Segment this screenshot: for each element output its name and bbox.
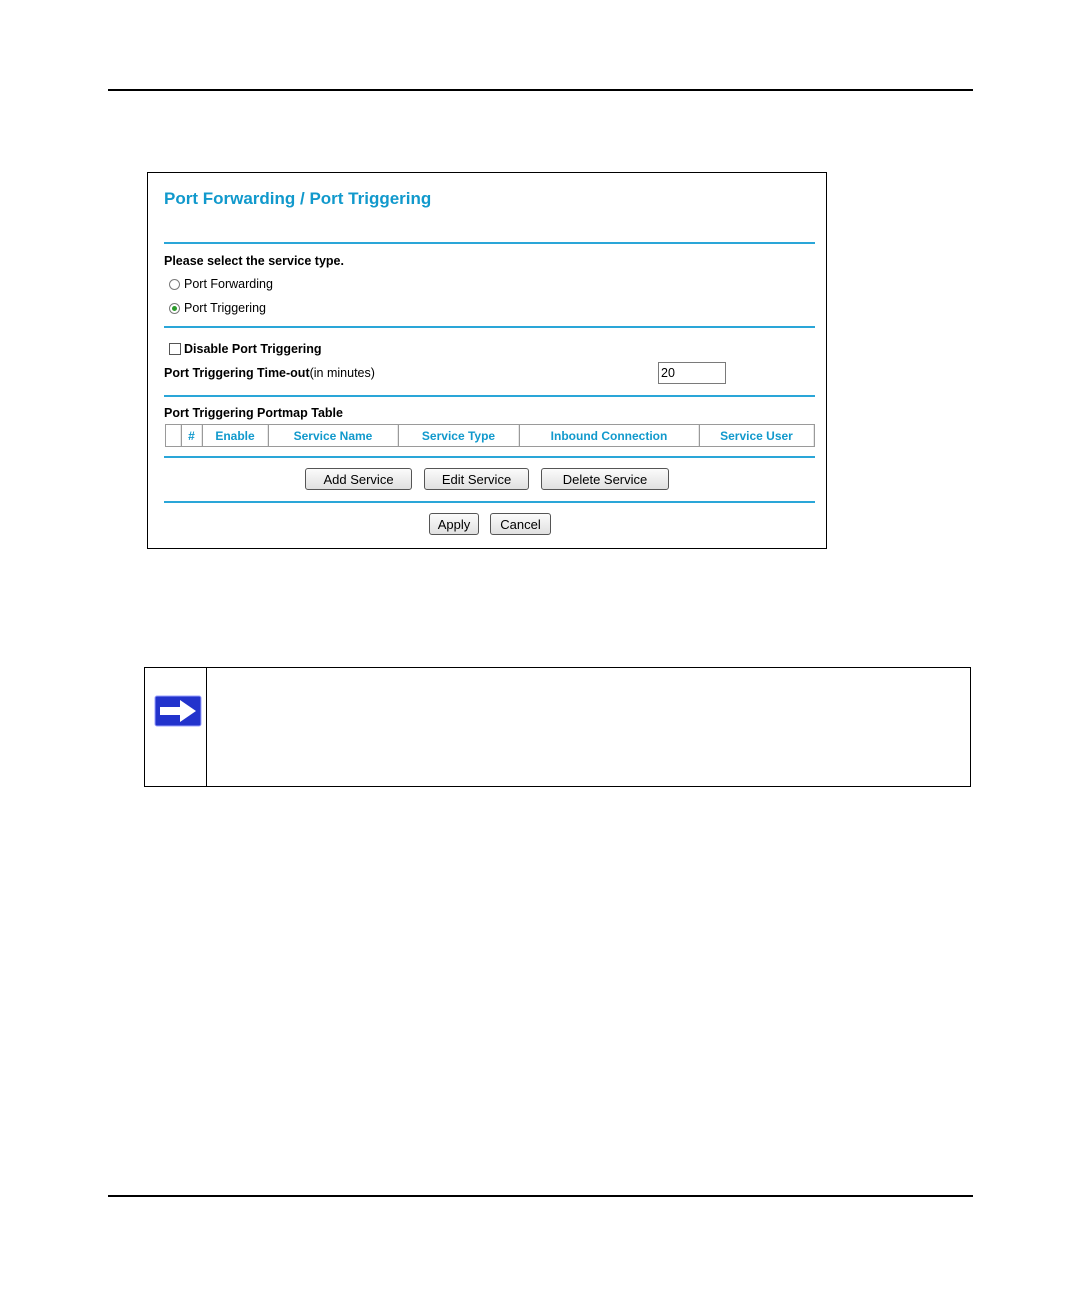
radio-button[interactable]	[169, 303, 180, 314]
separator	[164, 501, 815, 503]
note-divider	[206, 668, 207, 786]
footer-rule	[108, 1195, 973, 1197]
portmap-table-title: Port Triggering Portmap Table	[164, 406, 343, 420]
service-type-prompt: Please select the service type.	[164, 254, 344, 268]
radio-label: Port Triggering	[184, 301, 266, 315]
disable-port-triggering[interactable]	[169, 342, 322, 356]
arrow-right-icon	[154, 695, 202, 727]
header-rule	[108, 89, 973, 91]
radio-port-forwarding[interactable]	[169, 277, 273, 291]
checkbox-label: Disable Port Triggering	[184, 342, 322, 356]
add-service-button[interactable]: Add Service	[305, 468, 412, 490]
column-inbound-connection: Inbound Connection	[519, 425, 699, 446]
column-service-user: Service User	[699, 425, 814, 446]
separator	[164, 395, 815, 397]
timeout-input[interactable]	[658, 362, 726, 384]
separator	[164, 326, 815, 328]
delete-service-button[interactable]: Delete Service	[541, 468, 669, 490]
disable-port-triggering-checkbox[interactable]	[169, 343, 181, 355]
column-enable: Enable	[202, 425, 268, 446]
column-service-type: Service Type	[398, 425, 519, 446]
separator	[164, 242, 815, 244]
radio-button[interactable]	[169, 279, 180, 290]
note-box	[144, 667, 971, 787]
cancel-button[interactable]: Cancel	[490, 513, 551, 535]
radio-port-triggering[interactable]	[169, 301, 266, 315]
port-triggering-panel	[147, 172, 827, 549]
timeout-label-suffix: (in minutes)	[309, 366, 375, 380]
column-number: #	[181, 425, 202, 446]
timeout-label	[164, 366, 375, 380]
page-title: Port Forwarding / Port Triggering	[164, 189, 432, 208]
timeout-label-bold: Port Triggering Time-out	[164, 366, 310, 380]
table-header-row	[166, 425, 814, 446]
column-select	[166, 425, 181, 446]
edit-service-button[interactable]: Edit Service	[424, 468, 529, 490]
column-service-name: Service Name	[268, 425, 398, 446]
separator	[164, 456, 815, 458]
radio-label: Port Forwarding	[184, 277, 273, 291]
apply-button[interactable]: Apply	[429, 513, 479, 535]
portmap-table	[165, 424, 815, 447]
